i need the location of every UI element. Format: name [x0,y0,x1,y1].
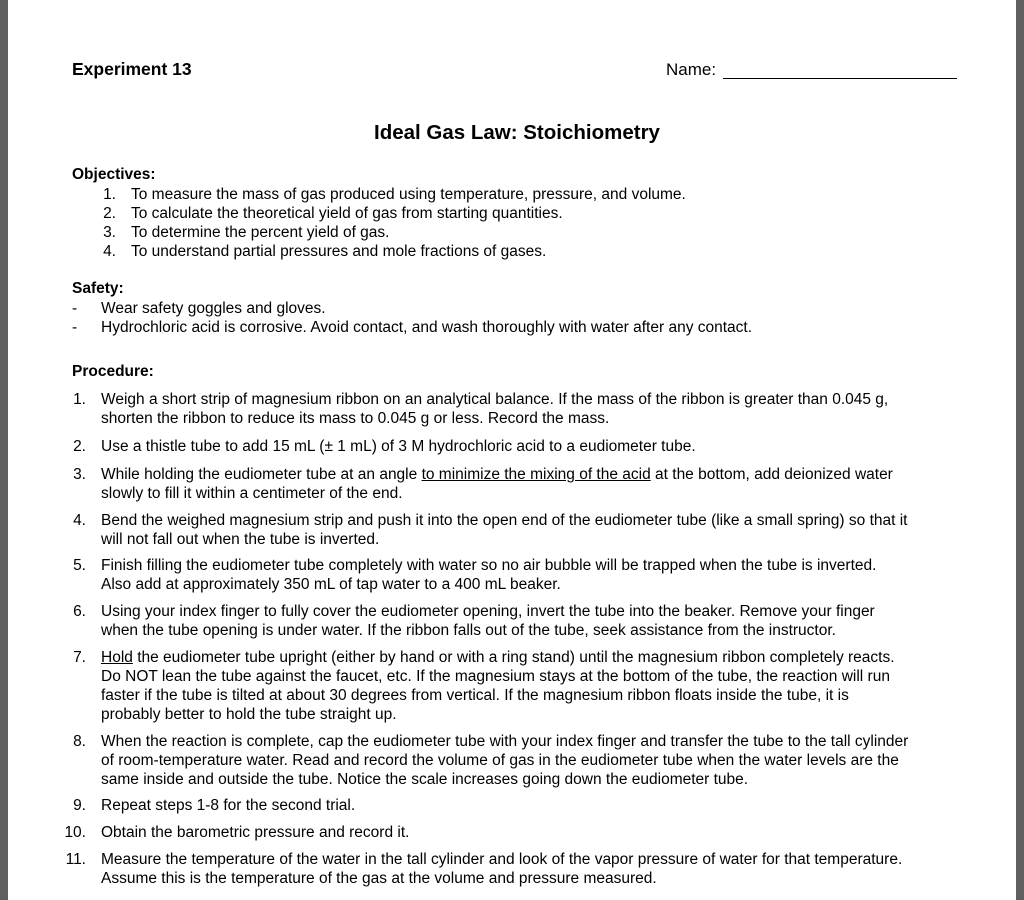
step-text: While holding the eudiometer tube at an angle [101,466,422,483]
step-number: 9. [73,797,86,814]
step-line: shorten the ribbon to reduce its mass to 0.045 g or less. Record the mass. [101,410,610,427]
step-number: 6. [73,603,86,620]
safety-bullet: - [72,300,78,317]
step-line: Using your index finger to fully cover the eudiometer opening, invert the tube into the beaker. Remove your finger [101,603,875,620]
underlined-phrase: to minimize the mixing of the acid [421,466,651,483]
objective-number: 2. [103,205,116,222]
step-line: probably better to hold the tube straight up. [101,706,397,723]
step-line: Finish filling the eudiometer tube completely with water so no air bubble will be trapped when the tube is inverted. [101,557,877,574]
safety-item: Wear safety goggles and gloves. [101,300,326,317]
step-number: 1. [73,391,86,408]
step-line: Assume this is the temperature of the gas at the volume and pressure measured. [101,870,657,887]
step-text: at the bottom, add deionized water [650,466,893,483]
name-blank-line [723,78,957,79]
page-title: Ideal Gas Law: Stoichiometry [374,121,660,144]
step-number: 11. [65,851,86,868]
step-line: Obtain the barometric pressure and record it. [101,824,410,841]
step-line: Weigh a short strip of magnesium ribbon on an analytical balance. If the mass of the ribbon is greater than 0.045 g, [101,391,889,408]
step-number: 7. [73,649,86,666]
step-number: 4. [73,512,86,529]
step-line: Measure the temperature of the water in the tall cylinder and look of the vapor pressure of water for that temperature. [101,851,903,868]
step-line: Also add at approximately 350 mL of tap water to a 400 mL beaker. [101,576,561,593]
step-number: 8. [73,733,86,750]
objective-number: 4. [103,243,116,260]
step-line: same inside and outside the tube. Notice the scale increases going down the eudiometer tube. [101,771,749,788]
step-number: 5. [73,557,86,574]
step-line: will not fall out when the tube is inverted. [101,531,380,548]
safety-bullet: - [72,319,78,336]
name-label: Name: [666,60,717,79]
objectives-heading: Objectives: [72,166,156,183]
step-text: the eudiometer tube upright (either by hand or with a ring stand) until the magnesium ribbon completely reacts. [132,649,895,666]
underlined-word: Hold [101,649,133,666]
step-line: Do NOT lean the tube against the faucet, etc. If the magnesium stays at the bottom of the tube, the reaction will run [101,668,890,685]
step-number: 2. [73,438,86,455]
step-line: slowly to fill it within a centimeter of the end. [101,485,403,502]
objective-number: 3. [103,224,116,241]
step-line: when the tube opening is under water. If the ribbon falls out of the tube, seek assistance from the instructor. [101,622,836,639]
objective-item: To determine the percent yield of gas. [131,224,390,241]
step-line [101,465,893,484]
step-number: 10. [64,824,86,841]
step-line: Bend the weighed magnesium strip and push it into the open end of the eudiometer tube (like a small spring) so that it [101,512,908,529]
step-line: of room-temperature water. Read and record the volume of gas in the eudiometer tube when the water levels are the [101,752,899,769]
safety-item: Hydrochloric acid is corrosive. Avoid contact, and wash thoroughly with water after any contact. [101,319,753,336]
step-line: Repeat steps 1-8 for the second trial. [101,797,356,814]
step-line: Use a thistle tube to add 15 mL (± 1 mL) of 3 M hydrochloric acid to a eudiometer tube. [101,438,696,455]
document-page [8,0,1016,900]
objective-item: To calculate the theoretical yield of gas from starting quantities. [131,205,563,222]
step-line [101,648,895,667]
step-number: 3. [73,466,86,483]
procedure-heading: Procedure: [72,363,154,380]
step-line: faster if the tube is tilted at about 30 degrees from vertical. If the magnesium ribbon floats inside the tube, it is [101,687,849,704]
safety-heading: Safety: [72,280,124,297]
experiment-number: Experiment 13 [72,59,192,79]
objective-item: To understand partial pressures and mole fractions of gases. [131,243,547,260]
objective-number: 1. [103,186,116,203]
objective-item: To measure the mass of gas produced using temperature, pressure, and volume. [131,186,686,203]
step-line: When the reaction is complete, cap the eudiometer tube with your index finger and transfer the tube to the tall cylinder [101,733,909,750]
